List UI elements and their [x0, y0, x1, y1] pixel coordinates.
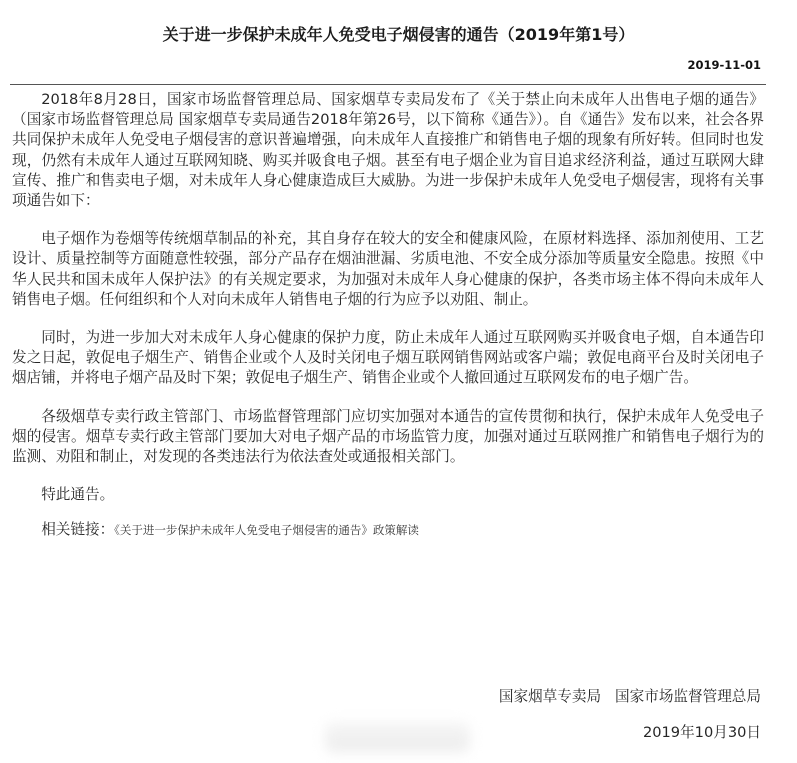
related-links [12, 520, 764, 540]
signature-block [499, 685, 761, 706]
document-body [12, 90, 764, 559]
signatory-tobacco-bureau: 国家烟草专卖局 [498, 688, 602, 705]
blurred-watermark [325, 722, 470, 752]
publish-date: 2019-11-01 [687, 58, 761, 72]
signature-date: 2019年10月30日 [642, 724, 761, 741]
paragraph-online-measures: 同时，为进一步加大对未成年人身心健康的保护力度，防止未成年人通过互联网购买并吸食电子烟，自本通告印发之日起，敦促电子烟生产、销售企业或个人及时关闭电子烟互联网销售网站或客户端；敦促电商平台及时关闭电子烟店铺，并将电子烟产品及时下架；敦促电子烟生产、销售企业或个人撤回通过互联网发布的电子烟广告。 [12, 329, 764, 387]
header-divider [10, 84, 766, 85]
paragraph-enforcement: 各级烟草专卖行政主管部门、市场监督管理部门应切实加强对本通告的宣传贯彻和执行，保护未成年人免受电子烟的侵害。烟草专卖行政主管部门要加大对电子烟产品的市场监管力度，加强对通过互联网推广和销售电子烟行为的监测、劝阻和制止，对发现的各类违法行为依法查处或通报相关部门。 [12, 407, 764, 466]
paragraph-risks: 电子烟作为卷烟等传统烟草制品的补充，其自身存在较大的安全和健康风险，在原材料选择、添加剂使用、工艺设计、质量控制等方面随意性较强，部分产品存在烟油泄漏、劣质电池、不安全成分添加等质量安全隐患。按照《中华人民共和国未成年人保护法》的有关规定要求，为加强对未成年人身心健康的保护，各类市场主体不得向未成年人销售电子烟。任何组织和个人对向未成年人销售电子烟的行为应予以劝阻、制止。 [12, 230, 764, 308]
document-title: 关于进一步保护未成年人免受电子烟侵害的通告（2019年第1号） [162, 25, 635, 44]
closing-statement: 特此通告。 [41, 486, 115, 504]
paragraph-intro: 2018年8月28日，国家市场监督管理总局、国家烟草专卖局发布了《关于禁止向未成年人出售电子烟的通告》（国家市场监督管理总局 国家烟草专卖局通告2018年第26号，以下简称《通告》）。自《通告》发布以来，社会各界共同保护未成年人免受电子烟侵害的意识普遍增强，向未成年人直接推广和销售电子烟的现象有所好转。但同时也发现，仍然有未成年人通过互联网知晓、购买并吸食电子烟。甚至有电子烟企业为盲目追求经济利益，通过互联网大肆宣传、推广和售卖电子烟，对未成年人身心健康造成巨大威胁。为进一步保护未成年人免受电子烟侵害，现将有关事项通告如下： [12, 91, 764, 210]
related-links-label: 相关链接： [41, 521, 115, 539]
policy-interpretation-link[interactable]: 《关于进一步保护未成年人免受电子烟侵害的通告》政策解读 [114, 523, 419, 538]
signatory-market-regulation: 国家市场监督管理总局 [615, 688, 761, 705]
